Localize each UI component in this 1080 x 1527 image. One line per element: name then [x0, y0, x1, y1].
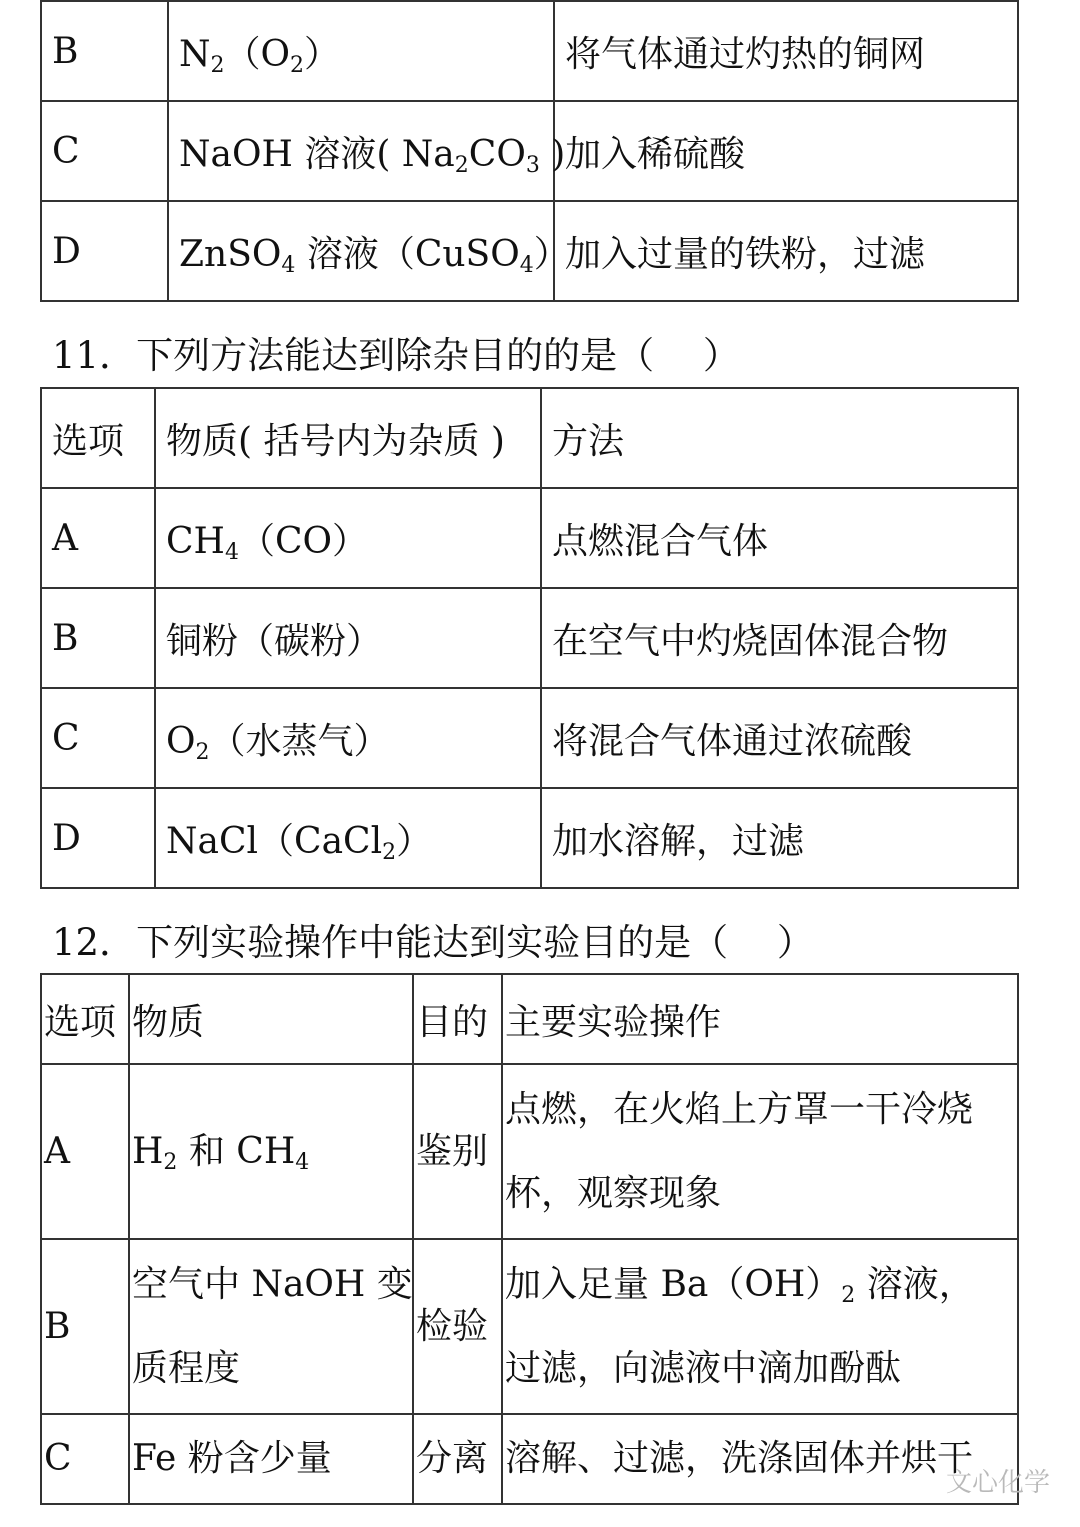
table-row: [41, 101, 1018, 201]
option-cell: C: [41, 688, 155, 788]
method-cell: 将混合气体通过浓硫酸: [541, 688, 1018, 788]
operation-cell: 点燃，在火焰上方罩一干冷烧 杯，观察现象: [502, 1064, 1018, 1239]
option-cell: B: [41, 1, 168, 101]
option-cell: B: [41, 588, 155, 688]
purpose-cell: 分离: [413, 1414, 502, 1504]
option-cell: B: [41, 1239, 129, 1414]
substance-cell: $N_2(O_2)$: [168, 1, 554, 101]
substance-cell: Fe 粉含少量: [129, 1414, 413, 1504]
experiment-table-q12: [40, 973, 1019, 1505]
option-cell: C: [41, 1414, 129, 1504]
table-row: [41, 588, 1018, 688]
substance-cell: NaOH 溶液( $Na_2CO_3$ ): [168, 101, 554, 201]
substance-cell: $O_2$（水蒸气）: [155, 688, 541, 788]
question-12-stem: 12．下列实验操作中能达到实验目的是（ ）: [52, 921, 814, 964]
table-row: [41, 1, 1018, 101]
header-option: 选项: [41, 974, 129, 1064]
operation-cell: 加入足量 $Ba(OH)_2$ 溶液， 过滤，向滤液中滴加酚酞: [502, 1239, 1018, 1414]
substance-cell: NaCl（CaCl$_2$）: [155, 788, 541, 888]
method-cell: 在空气中灼烧固体混合物: [541, 588, 1018, 688]
table-row: [41, 688, 1018, 788]
option-cell: D: [41, 788, 155, 888]
substance-cell: $H_2$ 和 $CH_4$: [129, 1064, 413, 1239]
substance-cell: ZnSO$_4$ 溶液（CuSO$_4$）: [168, 201, 554, 301]
watermark: 文心化学: [945, 1468, 1050, 1498]
impurity-table-q10-continued: [40, 0, 1019, 302]
table-row: [41, 1064, 1018, 1239]
header-option: 选项: [41, 388, 155, 488]
operation-cell: 溶解、过滤，洗涤固体并烘干: [502, 1414, 1018, 1504]
substance-cell: 空气中 NaOH 变 质程度: [129, 1239, 413, 1414]
method-cell: 加入稀硫酸: [554, 101, 1018, 201]
header-operation: 主要实验操作: [502, 974, 1018, 1064]
method-cell: 加水溶解，过滤: [541, 788, 1018, 888]
table-row: [41, 1414, 1018, 1504]
option-cell: D: [41, 201, 168, 301]
header-substance: 物质( 括号内为杂质 ): [155, 388, 541, 488]
substance-cell: 铜粉（碳粉）: [155, 588, 541, 688]
table-row: [41, 488, 1018, 588]
option-cell: A: [41, 488, 155, 588]
method-cell: 加入过量的铁粉，过滤: [554, 201, 1018, 301]
purpose-cell: 检验: [413, 1239, 502, 1414]
table-row: [41, 1239, 1018, 1414]
purpose-cell: 鉴别: [413, 1064, 502, 1239]
question-11-stem: 11．下列方法能达到除杂目的的是（ ）: [52, 334, 740, 377]
option-cell: A: [41, 1064, 129, 1239]
method-cell: 点燃混合气体: [541, 488, 1018, 588]
table-row: [41, 788, 1018, 888]
table-row: [41, 201, 1018, 301]
impurity-table-q11: [40, 387, 1019, 889]
method-cell: 将气体通过灼热的铜网: [554, 1, 1018, 101]
header-purpose: 目的: [413, 974, 502, 1064]
header-substance: 物质: [129, 974, 413, 1064]
option-cell: C: [41, 101, 168, 201]
substance-cell: $CH_4(CO)$: [155, 488, 541, 588]
header-method: 方法: [541, 388, 1018, 488]
